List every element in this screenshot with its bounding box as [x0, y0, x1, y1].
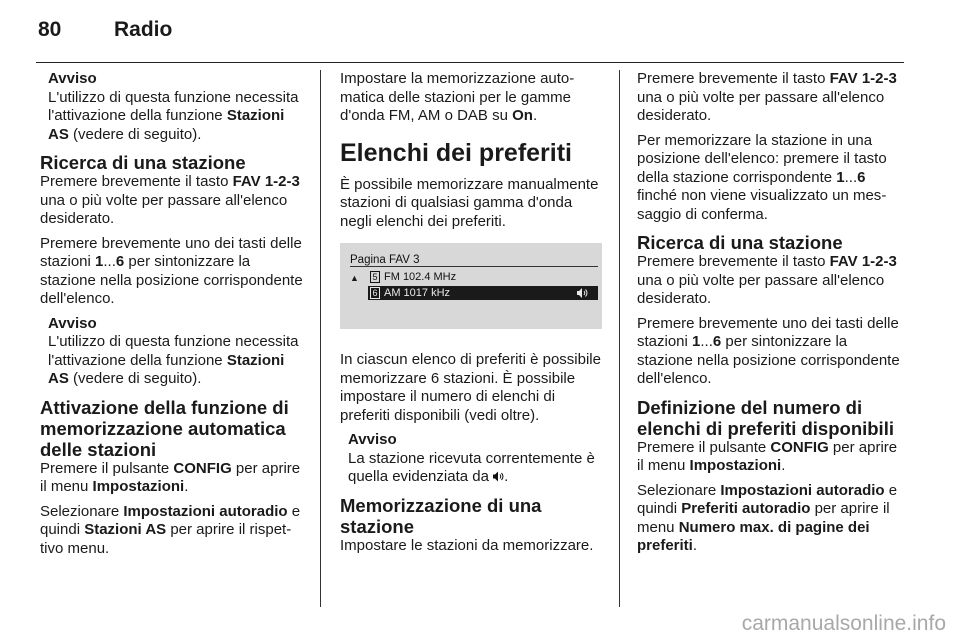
station-label: FM 102.4 MHz	[384, 271, 457, 283]
note-box	[40, 70, 308, 144]
paragraph: Premere il pulsante CONFIG per aprire il menu Impostazioni.	[40, 459, 301, 495]
column-2	[340, 70, 602, 561]
station-label: AM 1017 kHz	[384, 287, 451, 299]
watermark: carmanualsonline.info	[741, 612, 946, 635]
paragraph: In ciascun elenco di preferiti è possibile memorizzare 6 stazioni. È possibile impostare il numero di elenchi di preferiti disponibili (vedi oltre).	[340, 351, 601, 424]
note-title: Avviso	[348, 431, 397, 448]
note-text: L'utilizzo di questa funzione necessita l'attivazione della funzione Stazioni AS (vedere di seguito).	[48, 88, 299, 143]
station-row-selected	[368, 286, 598, 300]
note-title: Avviso	[48, 70, 97, 87]
column-1	[40, 70, 308, 564]
paragraph: Impostare le stazioni da memorizzare.	[340, 536, 594, 554]
page-number: 80	[38, 18, 62, 41]
note-title: Avviso	[48, 314, 97, 332]
paragraph: Premere brevemente il tasto FAV 1-2-3 una o più volte per passare all'elenco desiderato.	[637, 70, 897, 124]
speaker-icon	[577, 288, 588, 302]
paragraph: Premere il pulsante CONFIG per aprire il menu Impostazioni.	[637, 438, 898, 474]
page-header	[36, 16, 904, 63]
paragraph: Premere brevemente uno dei tasti delle stazioni 1...6 per sintonizzare la stazione nella posizione corrispondente dell'elenco.	[637, 314, 900, 387]
note-box	[40, 315, 308, 389]
chapter-title: Radio	[114, 18, 173, 41]
display-divider	[350, 266, 598, 267]
speaker-icon	[493, 468, 504, 485]
paragraph: È possibile memorizzare manualmente stazioni di qualsiasi gamma d'onda negli elenchi dei preferiti.	[340, 175, 599, 230]
note-text: L'utilizzo di questa funzione necessita l'attivazione della funzione Stazioni AS (vedere di seguito).	[48, 333, 299, 387]
paragraph: Premere brevemente il tasto FAV 1-2-3 una o più volte per passare all'elenco desiderato.	[637, 253, 897, 307]
paragraph: Premere brevemente uno dei tasti delle stazioni 1...6 per sintonizzare la stazione nella posizione corrispondente dell'elenco.	[40, 234, 303, 307]
section-heading: Memorizzazione di una stazione	[340, 494, 542, 537]
preset-number: 6	[370, 287, 380, 299]
station-row	[370, 270, 456, 284]
column-3	[637, 70, 907, 562]
radio-display	[340, 243, 602, 329]
section-heading: Ricerca di una stazione	[637, 232, 843, 253]
column-divider	[619, 70, 620, 607]
section-heading: Definizione del numero di elenchi di preferiti disponibili	[637, 396, 894, 439]
display-title: Pagina FAV 3	[350, 254, 420, 266]
column-divider	[320, 70, 321, 607]
up-arrow-icon: ▲	[350, 273, 359, 283]
preset-number: 5	[370, 271, 380, 283]
paragraph: Selezionare Impostazioni autoradio e quindi Stazioni AS per aprire il rispettivo menu.	[40, 502, 301, 557]
section-heading: Ricerca di una stazione	[40, 152, 246, 173]
paragraph: Impostare la memorizzazione automatica delle stazioni per le gamme d'onda FM, AM o DAB su On.	[340, 70, 575, 124]
note-text: La stazione ricevuta correntemente è quella evidenziata da .	[348, 449, 595, 485]
section-title: Elenchi dei preferiti	[340, 138, 573, 167]
paragraph: Premere brevemente il tasto FAV 1-2-3 una o più volte per passare all'elenco desiderato.	[40, 173, 300, 227]
section-heading: Attivazione della funzione di memorizzazione automatica delle stazioni	[40, 396, 289, 460]
paragraph: Selezionare Impostazioni autoradio e quindi Preferiti autoradio per aprire il menu Numero max. di pagine dei preferiti.	[637, 481, 898, 554]
note-box	[340, 431, 602, 487]
paragraph: Per memorizzare la stazione in una posizione dell'elenco: premere il tasto della stazione corrispondente 1...6 finché non viene visualizzato un messaggio di conferma.	[637, 131, 887, 223]
